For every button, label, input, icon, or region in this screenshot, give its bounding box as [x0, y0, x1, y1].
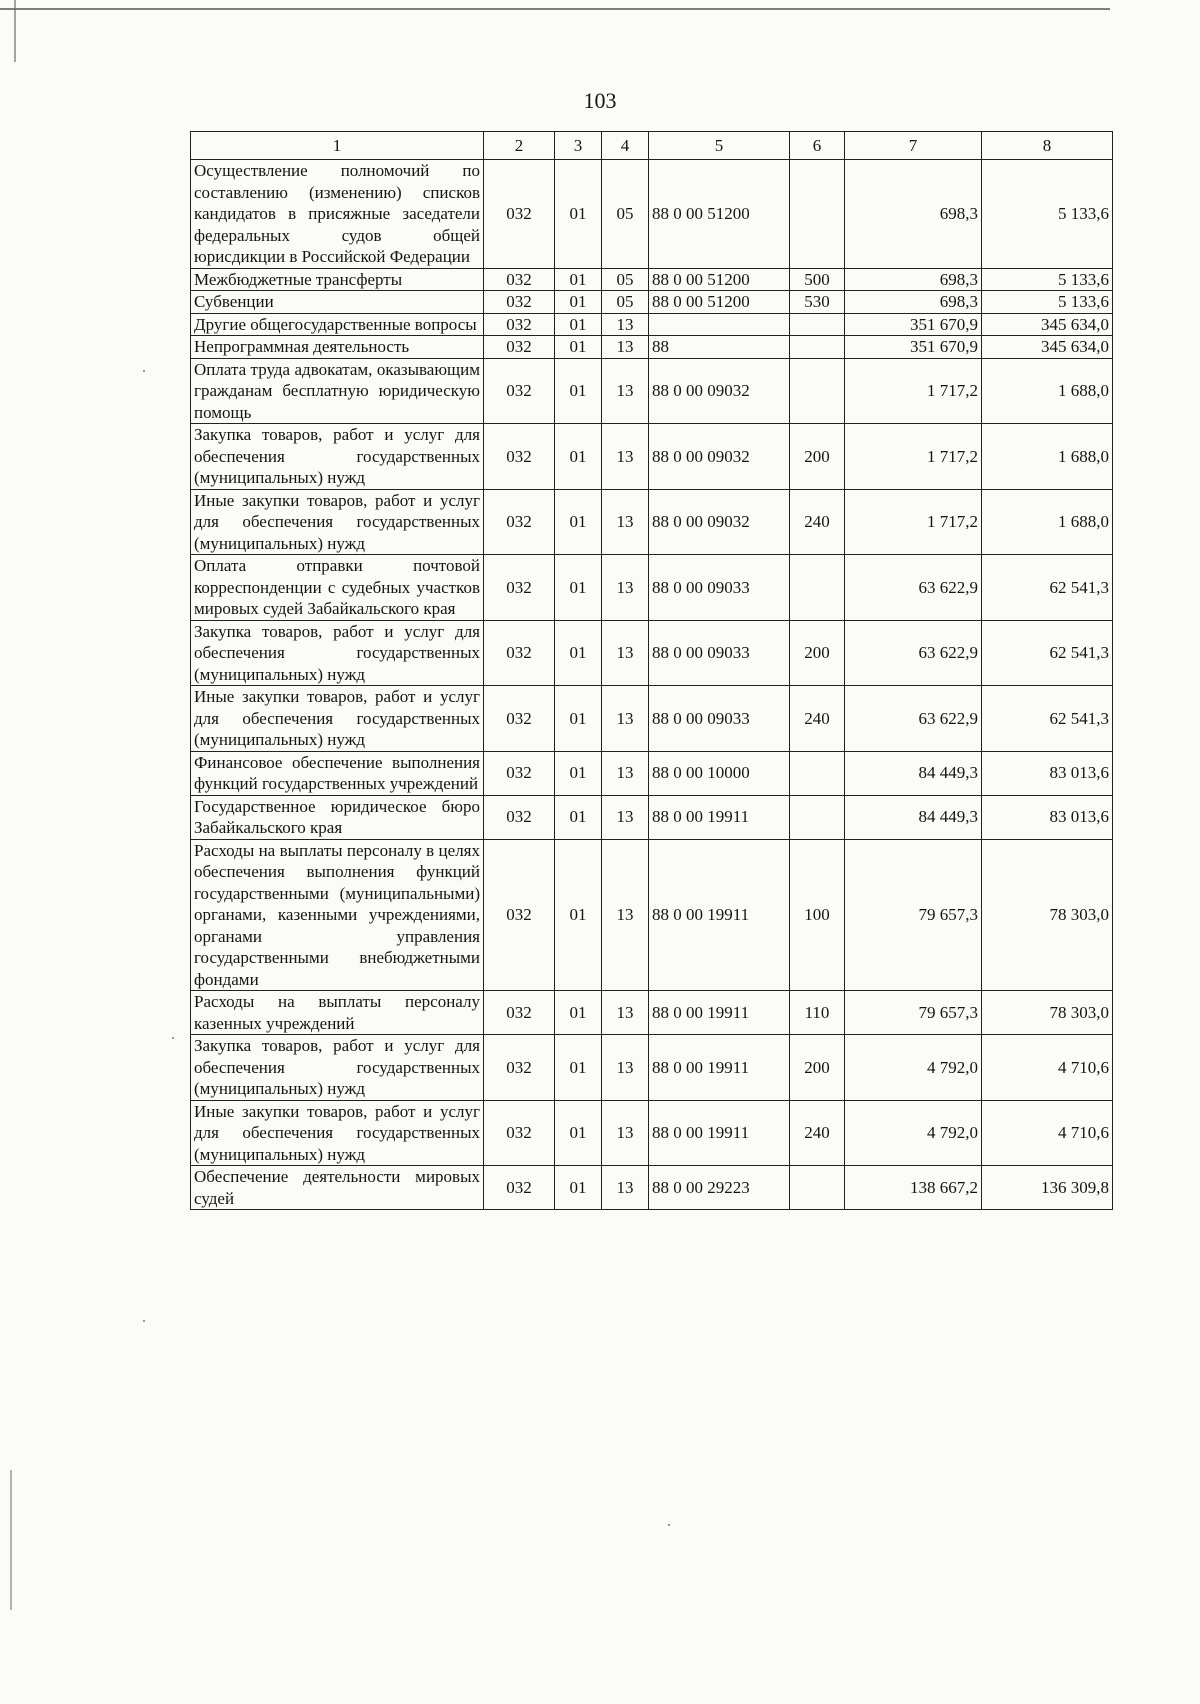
amount-cell: 79 657,3	[845, 839, 982, 991]
section-cell: 01	[555, 424, 602, 490]
expense-type-cell: 200	[790, 1035, 845, 1101]
subsection-cell: 13	[602, 1100, 649, 1166]
table-row	[191, 751, 1113, 795]
table-row	[191, 291, 1113, 314]
code-cell: 032	[484, 751, 555, 795]
code-cell: 032	[484, 1100, 555, 1166]
row-name-cell: Иные закупки товаров, работ и услуг для обеспечения государственных (муниципальных) нужд	[191, 1100, 484, 1166]
expense-type-cell	[790, 751, 845, 795]
code-cell: 032	[484, 336, 555, 359]
amount-cell: 78 303,0	[982, 839, 1113, 991]
row-name-cell: Межбюджетные трансферты	[191, 268, 484, 291]
table-row	[191, 686, 1113, 752]
code-cell: 032	[484, 358, 555, 424]
expense-type-cell: 110	[790, 991, 845, 1035]
table-row	[191, 313, 1113, 336]
expense-type-cell	[790, 555, 845, 621]
amount-cell: 138 667,2	[845, 1166, 982, 1210]
section-cell: 01	[555, 1035, 602, 1101]
target-article-cell: 88 0 00 29223	[649, 1166, 790, 1210]
code-cell: 032	[484, 268, 555, 291]
subsection-cell: 13	[602, 991, 649, 1035]
amount-cell: 63 622,9	[845, 620, 982, 686]
expense-type-cell: 240	[790, 489, 845, 555]
amount-cell: 136 309,8	[982, 1166, 1113, 1210]
expense-type-cell: 240	[790, 686, 845, 752]
code-cell: 032	[484, 686, 555, 752]
code-cell: 032	[484, 795, 555, 839]
amount-cell: 62 541,3	[982, 555, 1113, 621]
amount-cell: 351 670,9	[845, 336, 982, 359]
target-article-cell: 88 0 00 09033	[649, 620, 790, 686]
subsection-cell: 13	[602, 1166, 649, 1210]
code-cell: 032	[484, 489, 555, 555]
target-article-cell: 88 0 00 10000	[649, 751, 790, 795]
section-cell: 01	[555, 268, 602, 291]
subsection-cell: 13	[602, 839, 649, 991]
scan-speck	[143, 370, 145, 372]
section-cell: 01	[555, 1100, 602, 1166]
table-row	[191, 268, 1113, 291]
subsection-cell: 13	[602, 336, 649, 359]
row-name-cell: Оплата труда адвокатам, оказывающим гражданам бесплатную юридическую помощь	[191, 358, 484, 424]
table-row	[191, 424, 1113, 490]
header-cell: 3	[555, 132, 602, 160]
amount-cell: 4 792,0	[845, 1100, 982, 1166]
expense-type-cell	[790, 160, 845, 269]
table-body	[191, 160, 1113, 1210]
row-name-cell: Финансовое обеспечение выполнения функций государственных учреждений	[191, 751, 484, 795]
header-row	[191, 132, 1113, 160]
table-row	[191, 358, 1113, 424]
row-name-cell: Осуществление полномочий по составлению (изменению) списков кандидатов в присяжные заседатели федеральных судов общей юрисдикции в Российской Федерации	[191, 160, 484, 269]
amount-cell: 83 013,6	[982, 795, 1113, 839]
section-cell: 01	[555, 336, 602, 359]
section-cell: 01	[555, 358, 602, 424]
amount-cell: 78 303,0	[982, 991, 1113, 1035]
amount-cell: 1 688,0	[982, 358, 1113, 424]
section-cell: 01	[555, 751, 602, 795]
amount-cell: 63 622,9	[845, 555, 982, 621]
row-name-cell: Иные закупки товаров, работ и услуг для обеспечения государственных (муниципальных) нужд	[191, 489, 484, 555]
table-row	[191, 795, 1113, 839]
budget-table	[190, 131, 1113, 1210]
amount-cell: 84 449,3	[845, 751, 982, 795]
subsection-cell: 05	[602, 291, 649, 314]
subsection-cell: 13	[602, 555, 649, 621]
amount-cell: 1 688,0	[982, 489, 1113, 555]
target-article-cell: 88 0 00 51200	[649, 268, 790, 291]
subsection-cell: 13	[602, 686, 649, 752]
section-cell: 01	[555, 620, 602, 686]
subsection-cell: 13	[602, 424, 649, 490]
expense-type-cell	[790, 795, 845, 839]
amount-cell: 84 449,3	[845, 795, 982, 839]
code-cell: 032	[484, 1166, 555, 1210]
code-cell: 032	[484, 160, 555, 269]
amount-cell: 1 688,0	[982, 424, 1113, 490]
header-cell: 4	[602, 132, 649, 160]
table-row	[191, 1166, 1113, 1210]
expense-type-cell: 240	[790, 1100, 845, 1166]
target-article-cell: 88 0 00 19911	[649, 795, 790, 839]
table-row	[191, 160, 1113, 269]
subsection-cell: 05	[602, 160, 649, 269]
row-name-cell: Оплата отправки почтовой корреспонденции с судебных участков мировых судей Забайкальского края	[191, 555, 484, 621]
header-cell: 8	[982, 132, 1113, 160]
amount-cell: 698,3	[845, 268, 982, 291]
section-cell: 01	[555, 160, 602, 269]
code-cell: 032	[484, 839, 555, 991]
subsection-cell: 13	[602, 358, 649, 424]
subsection-cell: 05	[602, 268, 649, 291]
scan-speck	[143, 1320, 145, 1322]
target-article-cell: 88 0 00 19911	[649, 991, 790, 1035]
row-name-cell: Закупка товаров, работ и услуг для обеспечения государственных (муниципальных) нужд	[191, 424, 484, 490]
amount-cell: 1 717,2	[845, 424, 982, 490]
amount-cell: 4 710,6	[982, 1100, 1113, 1166]
amount-cell: 62 541,3	[982, 620, 1113, 686]
code-cell: 032	[484, 424, 555, 490]
expense-type-cell	[790, 336, 845, 359]
section-cell: 01	[555, 991, 602, 1035]
section-cell: 01	[555, 291, 602, 314]
row-name-cell: Расходы на выплаты персоналу казенных учреждений	[191, 991, 484, 1035]
target-article-cell: 88 0 00 09032	[649, 489, 790, 555]
scan-edge-left-bottom	[10, 1470, 12, 1610]
section-cell: 01	[555, 686, 602, 752]
amount-cell: 79 657,3	[845, 991, 982, 1035]
target-article-cell: 88 0 00 51200	[649, 160, 790, 269]
subsection-cell: 13	[602, 795, 649, 839]
header-cell: 5	[649, 132, 790, 160]
row-name-cell: Закупка товаров, работ и услуг для обеспечения государственных (муниципальных) нужд	[191, 1035, 484, 1101]
table-row	[191, 839, 1113, 991]
amount-cell: 1 717,2	[845, 489, 982, 555]
table-row	[191, 991, 1113, 1035]
table-row	[191, 620, 1113, 686]
code-cell: 032	[484, 1035, 555, 1101]
expense-type-cell: 200	[790, 424, 845, 490]
scan-speck	[668, 1524, 670, 1526]
section-cell: 01	[555, 1166, 602, 1210]
scan-edge-left	[14, 0, 16, 62]
code-cell: 032	[484, 291, 555, 314]
row-name-cell: Закупка товаров, работ и услуг для обеспечения государственных (муниципальных) нужд	[191, 620, 484, 686]
expense-type-cell: 200	[790, 620, 845, 686]
row-name-cell: Непрограммная деятельность	[191, 336, 484, 359]
code-cell: 032	[484, 313, 555, 336]
subsection-cell: 13	[602, 313, 649, 336]
row-name-cell: Расходы на выплаты персоналу в целях обеспечения выполнения функций государственными (муниципальными) органами, казенными учреждениями, органами управления государственными внебюджетными фондами	[191, 839, 484, 991]
table-row	[191, 555, 1113, 621]
amount-cell: 83 013,6	[982, 751, 1113, 795]
amount-cell: 5 133,6	[982, 268, 1113, 291]
target-article-cell: 88 0 00 09033	[649, 555, 790, 621]
section-cell: 01	[555, 313, 602, 336]
target-article-cell: 88 0 00 19911	[649, 839, 790, 991]
row-name-cell: Иные закупки товаров, работ и услуг для обеспечения государственных (муниципальных) нужд	[191, 686, 484, 752]
target-article-cell: 88 0 00 19911	[649, 1100, 790, 1166]
expense-type-cell	[790, 1166, 845, 1210]
target-article-cell: 88 0 00 09033	[649, 686, 790, 752]
amount-cell: 62 541,3	[982, 686, 1113, 752]
target-article-cell: 88	[649, 336, 790, 359]
expense-type-cell: 500	[790, 268, 845, 291]
header-cell: 1	[191, 132, 484, 160]
target-article-cell: 88 0 00 51200	[649, 291, 790, 314]
table-row	[191, 489, 1113, 555]
expense-type-cell: 100	[790, 839, 845, 991]
section-cell: 01	[555, 839, 602, 991]
subsection-cell: 13	[602, 489, 649, 555]
expense-type-cell: 530	[790, 291, 845, 314]
subsection-cell: 13	[602, 751, 649, 795]
table-row	[191, 1100, 1113, 1166]
target-article-cell: 88 0 00 09032	[649, 424, 790, 490]
amount-cell: 1 717,2	[845, 358, 982, 424]
expense-type-cell	[790, 313, 845, 336]
amount-cell: 345 634,0	[982, 313, 1113, 336]
section-cell: 01	[555, 555, 602, 621]
code-cell: 032	[484, 620, 555, 686]
scan-speck	[172, 1037, 174, 1039]
row-name-cell: Обеспечение деятельности мировых судей	[191, 1166, 484, 1210]
scan-edge-top	[0, 8, 1110, 10]
amount-cell: 698,3	[845, 160, 982, 269]
amount-cell: 63 622,9	[845, 686, 982, 752]
subsection-cell: 13	[602, 620, 649, 686]
amount-cell: 4 792,0	[845, 1035, 982, 1101]
row-name-cell: Другие общегосударственные вопросы	[191, 313, 484, 336]
subsection-cell: 13	[602, 1035, 649, 1101]
target-article-cell: 88 0 00 09032	[649, 358, 790, 424]
header-cell: 7	[845, 132, 982, 160]
table-row	[191, 1035, 1113, 1101]
header-cell: 2	[484, 132, 555, 160]
page-number: 103	[583, 88, 617, 113]
amount-cell: 351 670,9	[845, 313, 982, 336]
target-article-cell	[649, 313, 790, 336]
target-article-cell: 88 0 00 19911	[649, 1035, 790, 1101]
amount-cell: 5 133,6	[982, 291, 1113, 314]
code-cell: 032	[484, 555, 555, 621]
row-name-cell: Субвенции	[191, 291, 484, 314]
amount-cell: 5 133,6	[982, 160, 1113, 269]
expense-type-cell	[790, 358, 845, 424]
amount-cell: 345 634,0	[982, 336, 1113, 359]
amount-cell: 4 710,6	[982, 1035, 1113, 1101]
table-row	[191, 336, 1113, 359]
amount-cell: 698,3	[845, 291, 982, 314]
code-cell: 032	[484, 991, 555, 1035]
section-cell: 01	[555, 795, 602, 839]
row-name-cell: Государственное юридическое бюро Забайкальского края	[191, 795, 484, 839]
section-cell: 01	[555, 489, 602, 555]
header-cell: 6	[790, 132, 845, 160]
